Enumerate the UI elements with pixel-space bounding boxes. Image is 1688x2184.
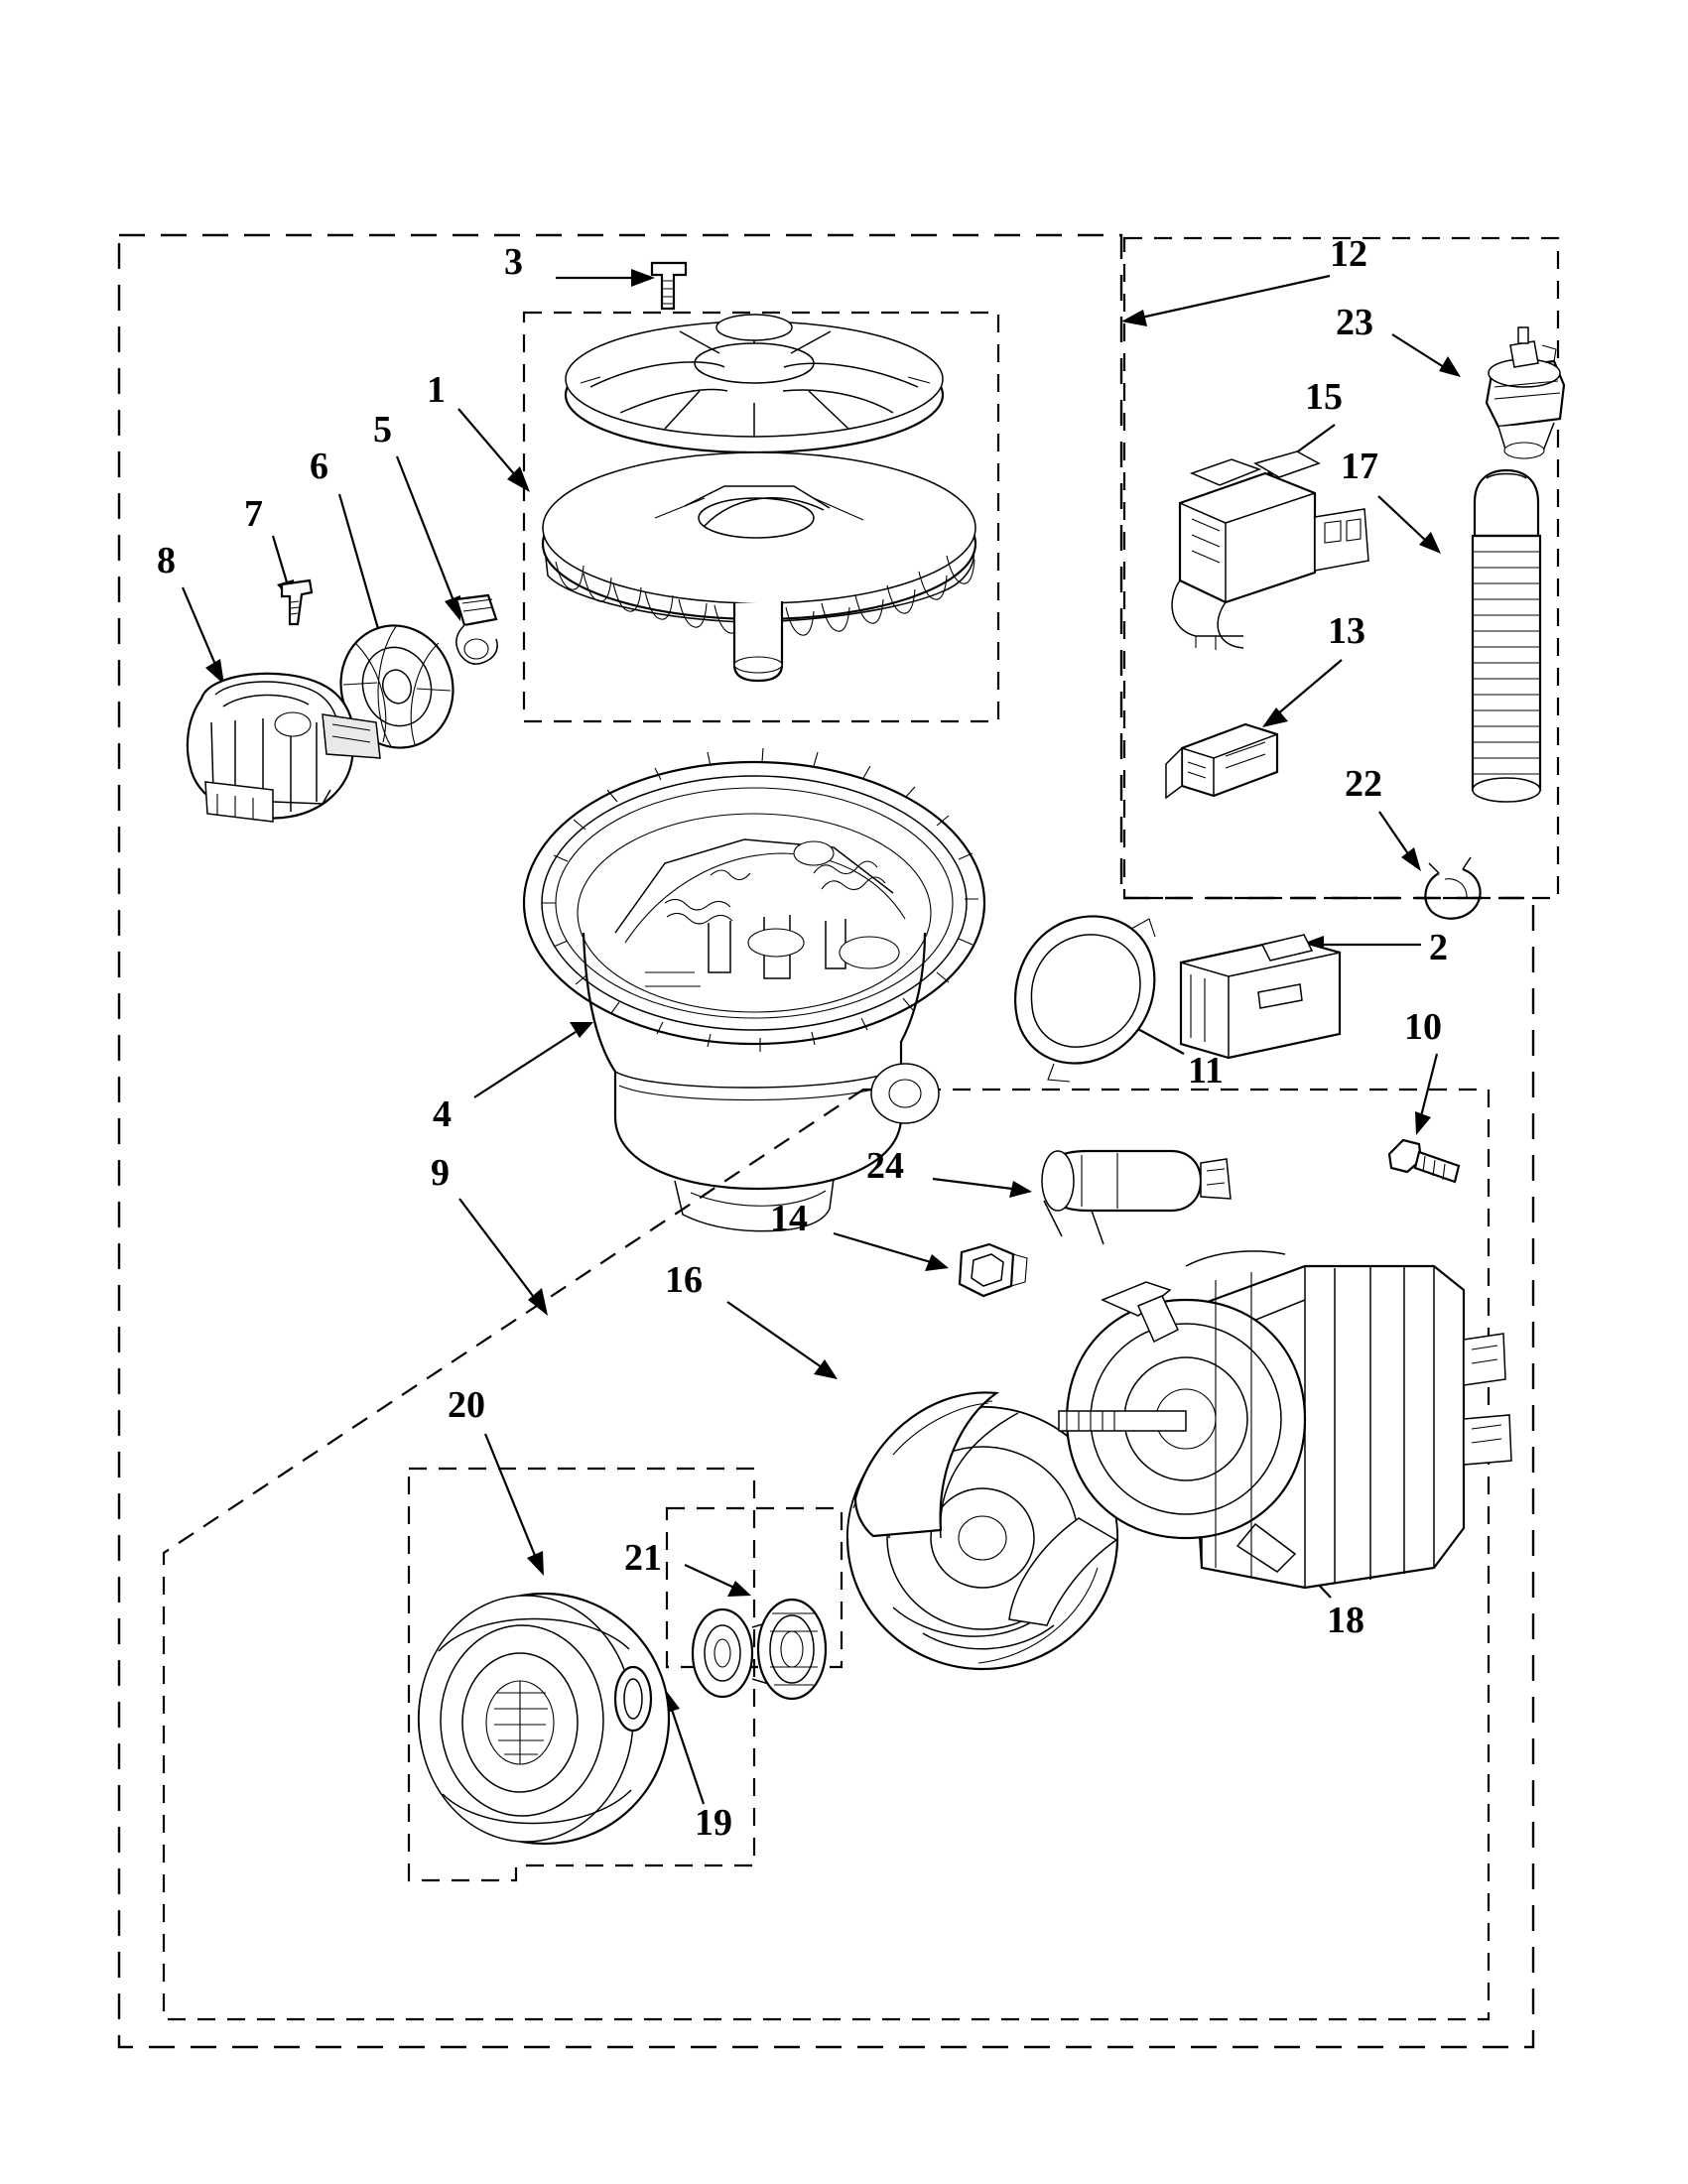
callout-20: 20 (448, 1384, 485, 1426)
callout-9: 9 (431, 1152, 450, 1194)
callout-2: 2 (1429, 927, 1448, 968)
part-10-bolt (1389, 1140, 1459, 1182)
callout-14: 14 (770, 1198, 808, 1239)
callout-24: 24 (866, 1145, 904, 1187)
callout-7: 7 (244, 493, 263, 535)
callout-6: 6 (310, 446, 328, 487)
part-4-pump-housing-sump (524, 748, 984, 1231)
callout-4: 4 (433, 1093, 452, 1135)
callout-23: 23 (1336, 302, 1373, 343)
callout-18: 18 (1327, 1600, 1364, 1641)
callout-16: 16 (665, 1259, 703, 1301)
callout-8: 8 (157, 540, 176, 581)
callout-17: 17 (1341, 446, 1378, 487)
part-1-lower-gear-plate (543, 452, 975, 681)
part-24-capacitor (1042, 1151, 1231, 1244)
part-23-water-inlet-valve (1487, 327, 1564, 458)
part-11-gasket-ring (1015, 916, 1155, 1082)
callout-5: 5 (373, 409, 392, 450)
part-3-screw (652, 263, 686, 309)
callout-11: 11 (1188, 1050, 1224, 1092)
part-13-bracket-clip (1166, 724, 1277, 798)
callout-15: 15 (1305, 376, 1343, 418)
callout-12: 12 (1330, 233, 1367, 275)
callout-22: 22 (1345, 763, 1382, 805)
callout-21: 21 (624, 1537, 662, 1579)
callout-10: 10 (1404, 1006, 1442, 1048)
part-22-hose-clamp (1425, 857, 1480, 919)
part-21-seal-kit (693, 1600, 826, 1699)
part-5-clip-bracket (456, 595, 497, 664)
callout-13: 13 (1328, 610, 1365, 652)
part-1-upper-wash-arm-bearing (566, 315, 943, 452)
part-2-cover-cap (1181, 935, 1340, 1058)
part-17-corrugated-hose (1473, 470, 1540, 802)
callout-1: 1 (427, 369, 446, 411)
callout-3: 3 (504, 241, 523, 283)
part-19-washer-ring (615, 1667, 651, 1731)
callout-19: 19 (695, 1802, 732, 1844)
part-14-nut (960, 1244, 1027, 1296)
part-7-screw-small (282, 580, 312, 624)
